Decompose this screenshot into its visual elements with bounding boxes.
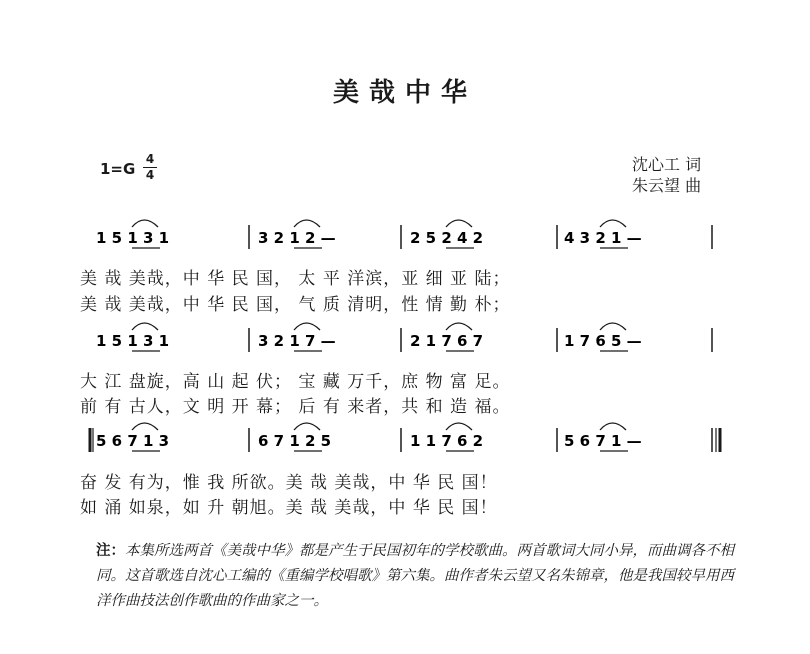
lyric-line: 奋 发 有为，惟 我 所欲。美 哉 美哉，中 华 民 国！ xyxy=(80,473,498,493)
song-title: 美哉中华 xyxy=(332,78,477,108)
lyric-line: 前 有 古人，文 明 开 幕； 后 有 来者，共 和 造 福。 xyxy=(80,397,511,417)
lyric-line: 如 涌 如泉，如 升 朝旭。美 哉 美哉，中 华 民 国！ xyxy=(80,498,498,518)
footnote-text: 本集所选两首《美哉中华》都是产生于民国初年的学校歌曲。两首歌词大同小异，而曲调各不相同。这首歌选自沈心工编的《重编学校唱歌》第六集。曲作者朱云望又名朱锦章，他是我国较早用西洋作曲技法创作歌曲的作曲家之一。 xyxy=(96,543,734,609)
measure-notes: 3 2 1 7 — xyxy=(258,332,336,350)
measure-notes: 6 7 1 2 5 xyxy=(258,432,332,450)
slur-mark xyxy=(600,423,626,430)
measure-notes: 1 5 1 3 1 xyxy=(96,229,170,247)
slur-mark xyxy=(294,323,320,330)
measure-notes: 5 6 7 1 3 xyxy=(96,432,170,450)
measure-notes: 4 3 2 1 — xyxy=(564,229,642,247)
measure-notes: 1 7 6 5 — xyxy=(564,332,642,350)
slur-mark xyxy=(446,220,472,227)
footnote xyxy=(96,538,736,614)
measure-notes: 5 6 7 1 — xyxy=(564,432,642,450)
lyric-line: 大 江 盘旋，高 山 起 伏； 宝 藏 万千，庶 物 富 足。 xyxy=(80,372,511,392)
slur-mark xyxy=(294,220,320,227)
lyric-line: 美 哉 美哉，中 华 民 国， 气 质 清明，性 情 勤 朴； xyxy=(80,295,511,315)
slur-mark xyxy=(446,423,472,430)
slur-mark xyxy=(446,323,472,330)
slur-mark xyxy=(600,220,626,227)
key-signature: 1=G xyxy=(100,160,136,178)
slur-mark xyxy=(600,323,626,330)
composer-credit: 朱云望 曲 xyxy=(632,176,702,195)
slur-mark xyxy=(132,220,158,227)
footnote-label: 注： xyxy=(96,542,125,559)
lyricist-credit: 沈心工 词 xyxy=(632,155,702,174)
slur-mark xyxy=(132,323,158,330)
measure-notes: 2 5 2 4 2 xyxy=(410,229,484,247)
meter-bottom: 4 xyxy=(145,168,155,182)
measure-notes: 2 1 7 6 7 xyxy=(410,332,484,350)
slur-mark xyxy=(132,423,158,430)
measure-notes: 1 1 7 6 2 xyxy=(410,432,484,450)
lyric-line: 美 哉 美哉，中 华 民 国， 太 平 洋滨，亚 细 亚 陆； xyxy=(80,269,511,289)
measure-notes: 3 2 1 2 — xyxy=(258,229,336,247)
meter-top: 4 xyxy=(145,152,155,166)
measure-notes: 1 5 1 3 1 xyxy=(96,332,170,350)
slur-mark xyxy=(294,423,320,430)
